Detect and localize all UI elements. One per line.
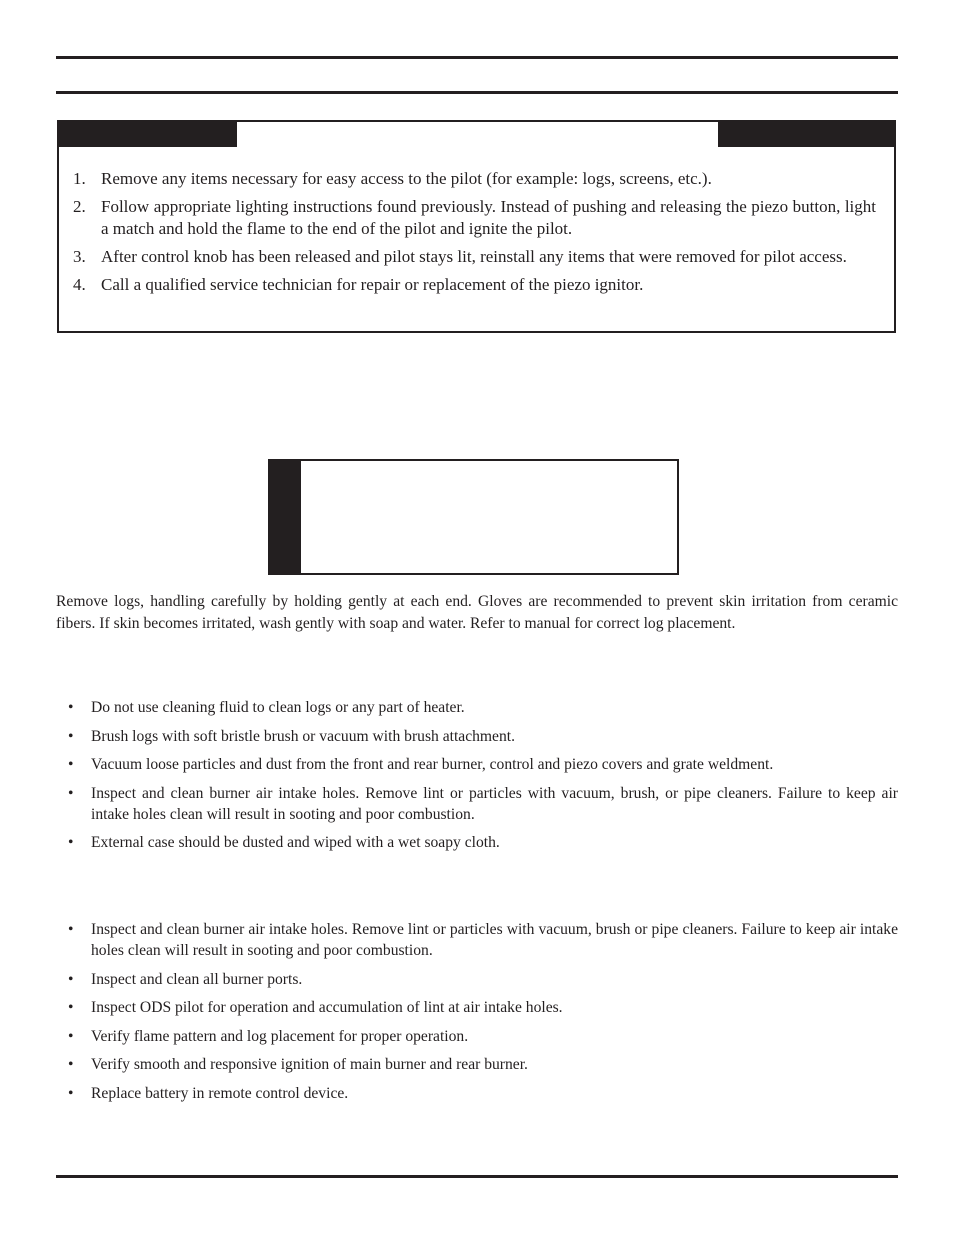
step-text: Call a qualified service technician for repair or replacement of the piezo ignitor.	[101, 275, 644, 294]
list-item-text: Replace battery in remote control device.	[91, 1084, 349, 1102]
list-item-text: External case should be dusted and wiped with a wet soapy cloth.	[91, 834, 500, 851]
annual-inspection-list	[68, 919, 898, 1111]
list-item	[68, 969, 898, 990]
list-item	[68, 1054, 898, 1075]
bullet-glyph: •	[68, 1084, 74, 1102]
list-item	[68, 754, 898, 775]
step-text: After control knob has been released and pilot stays lit, reinstall any items that were removed for pilot access.	[101, 247, 847, 266]
step-number: 3.	[73, 247, 86, 266]
procedure-step	[73, 168, 876, 190]
header-rule-top	[56, 56, 898, 59]
bullet-glyph: •	[68, 921, 74, 938]
list-item-text: Verify flame pattern and log placement for proper operation.	[91, 1027, 469, 1045]
list-item-text: Vacuum loose particles and dust from the front and rear burner, control and piezo covers and grate weldment.	[91, 756, 774, 773]
warning-callout-box	[268, 459, 679, 575]
list-item-text: Do not use cleaning fluid to clean logs or any part of heater.	[91, 699, 465, 716]
procedure-step	[73, 196, 876, 240]
procedure-step	[73, 246, 876, 268]
list-item-text: Inspect ODS pilot for operation and accumulation of lint at air intake holes.	[91, 999, 563, 1016]
list-item	[68, 1026, 898, 1047]
list-item-text: Brush logs with soft bristle brush or vacuum with brush attachment.	[91, 727, 516, 745]
list-item	[68, 919, 898, 961]
warning-callout-bar	[270, 461, 301, 573]
list-item	[68, 1083, 898, 1104]
bullet-glyph: •	[68, 970, 74, 988]
bullet-glyph: •	[68, 999, 74, 1016]
list-item-text: Verify smooth and responsive ignition of main burner and rear burner.	[91, 1056, 528, 1073]
header-rule-bottom	[56, 91, 898, 94]
list-item-text: Inspect and clean burner air intake holes. Remove lint or particles with vacuum, brush, or pipe cleaners. Failure to keep air intake holes clean will result in sooting and poor combustion.	[91, 784, 898, 823]
step-number: 4.	[73, 275, 86, 294]
list-item	[68, 697, 898, 718]
list-item-text: Inspect and clean all burner ports.	[91, 970, 303, 988]
list-item	[68, 783, 898, 825]
pilot-lighting-procedure-box	[57, 120, 896, 333]
bullet-glyph: •	[68, 756, 74, 773]
step-text: Follow appropriate lighting instructions found previously. Instead of pushing and releasing the piezo button, light a match and hold the flame to the end of the pilot and ignite the pilot.	[101, 197, 876, 238]
step-number: 2.	[73, 197, 86, 216]
bullet-glyph: •	[68, 1056, 74, 1073]
box-tab-left	[57, 120, 237, 147]
logs-handling-paragraph: Remove logs, handling carefully by holding gently at each end. Gloves are recommended to prevent skin irritation from ceramic fibers. If skin becomes irritated, wash gently with soap and water. Refer to manual for correct log placement.	[56, 593, 898, 632]
bullet-glyph: •	[68, 834, 74, 851]
procedure-step	[73, 274, 876, 296]
bullet-glyph: •	[68, 699, 74, 716]
list-item	[68, 997, 898, 1018]
box-tab-right	[718, 120, 896, 147]
list-item	[68, 726, 898, 747]
step-text: Remove any items necessary for easy access to the pilot (for example: logs, screens, etc.).	[101, 169, 712, 188]
bullet-glyph: •	[68, 784, 74, 802]
footer-rule	[56, 1175, 898, 1178]
bullet-glyph: •	[68, 727, 74, 745]
cleaning-list	[68, 697, 898, 861]
list-item-text: Inspect and clean burner air intake holes. Remove lint or particles with vacuum, brush or pipe cleaners. Failure to keep air intake holes clean will result in sooting and poor combustion.	[91, 921, 898, 959]
list-item	[68, 832, 898, 853]
step-number: 1.	[73, 169, 86, 188]
procedure-steps	[73, 168, 876, 302]
bullet-glyph: •	[68, 1027, 74, 1045]
